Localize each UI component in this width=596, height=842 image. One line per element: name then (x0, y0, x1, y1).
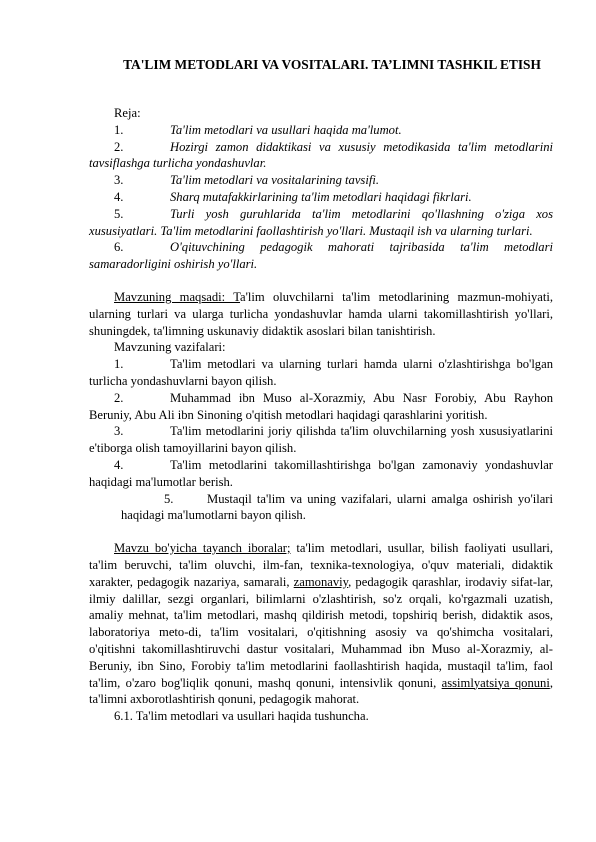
reja-item-1 (89, 122, 553, 139)
tayanch-label: Mavzu bo'yicha tayanch iboralar; (114, 541, 291, 556)
section-heading: 6.1. Ta'lim metodlari va usullari haqida tushuncha. (114, 709, 369, 724)
tayanch-link-assimlyatsiya[interactable]: assimlyatsiya qonuni (441, 675, 550, 690)
vazifa-item-text: Ta'lim metodlari va ularning turlari hamda ularni o'zlashtirishga bo'lgan turlicha yondashuvlarni bayon qilish. (89, 357, 553, 388)
vazifa-item-text: Muhammad ibn Muso al-Xorazmiy, Abu Nasr Forobiy, Abu Rayhon Beruniy, Abu Ali ibn Sinoning o'qitish metodlari haqidagi qarashlarini yoritish. (89, 390, 553, 422)
document-body (89, 105, 553, 725)
document-title: TA'LIM METODLARI VA VOSITALARI. TA’LIMNI TASHKIL ETISH (123, 57, 541, 72)
vazifa-item-number: 5. (164, 491, 174, 506)
maqsad-label: Mavzuning maqsadi: T (114, 289, 241, 304)
vazifa-item-4 (89, 457, 553, 491)
tayanch-paragraph (89, 540, 553, 708)
reja-item-4 (89, 189, 553, 206)
vazifa-item-3 (89, 423, 553, 457)
vazifa-item-2 (89, 390, 553, 424)
reja-label: Reja: (114, 106, 141, 120)
reja-item-number: 1. (114, 122, 124, 137)
spacer (89, 273, 553, 289)
reja-item-2 (89, 139, 553, 173)
reja-item-3 (89, 172, 553, 189)
reja-item-text: Sharq mutafakkirlarining ta'lim metodlari haqidagi fikrlari. (170, 189, 472, 204)
vazifa-item-1 (89, 356, 553, 390)
vazifa-item-number: 1. (114, 357, 124, 372)
reja-item-5 (89, 206, 553, 240)
vazifa-item-number: 2. (114, 390, 124, 405)
maqsad-paragraph (89, 289, 553, 339)
vazifa-item-number: 4. (114, 457, 124, 472)
vazifa-item-text: Mustaqil ta'lim va uning vazifalari, ularni amalga oshirish yo'ilari haqidagi ma'lumotlarni bayon qilish. (121, 491, 553, 523)
maqsad-text: a'lim oluvchilarni ta'lim metodlarining mazmun-mohiyati, ularning turlari va ularga turlicha yondashuvlar hamda ularni takomillashtirish yo'llari, shuningdek, ta'limning uskunaviy didaktik asoslari bilan tanishtirish. (89, 289, 553, 338)
tayanch-text: , pedagogik qarashlar, irodaviy sifat-lar, ilmiy dalillar, sezgi organlari, bilimlarni o'zlashtirish, so'z orqali, ko'rgazmali uzatish, amaliy mehnat, ta'lim metodlari, mashq qildirish metodi, topshiriq berish, didaktik asos, laboratoriya meto-di, ta'lim vositalari, o'qitishning asosiy va qo'shimcha vositalari, o'qitishni takomillashtiruvchi dastur vositalari, Muhammad ibn Muso al-Xorazmiy, al-Beruniy, ibn Sino, Forobiy ta'lim metodlarini faollashtirish haqida, mustaqil ta'lim, faol ta'lim, o'zaro bog'liqlik qonuni, mashq qonuni, intensivlik qonuni, (89, 574, 553, 690)
vazifa-item-5 (89, 491, 553, 525)
vazifa-item-number: 3. (114, 424, 124, 439)
reja-item-text: Hozirgi zamon didaktikasi va xususiy metodikasida ta'lim metodlarini tavsiflashga turlicha yondashuvlar. (89, 139, 553, 171)
reja-item-number: 6. (114, 240, 124, 255)
vazifalar-label: Mavzuning vazifalari: (114, 340, 226, 355)
reja-item-6 (89, 239, 553, 273)
vazifa-item-text: Ta'lim metodlarini takomillashtirishga bo'lgan zamonaviy yondashuvlar haqidagi ma'lumotlar berish. (89, 457, 553, 489)
reja-item-text: O'qituvchining pedagogik mahorati tajribasida ta'lim metodlari samaradorligini oshirish yo'llari. (89, 240, 553, 272)
reja-item-text: Ta'lim metodlari va usullari haqida ma'lumot. (170, 122, 402, 137)
reja-item-number: 2. (114, 139, 124, 154)
reja-item-number: 5. (114, 206, 124, 221)
reja-item-number: 4. (114, 189, 124, 204)
tayanch-link-zamonaviy[interactable]: zamonaviy (293, 574, 349, 589)
reja-item-text: Turli yosh guruhlarida ta'lim metodlarini qo'llashning o'ziga xos xususiyatlari. Ta'lim metodlarini faollashtirish yo'llari. Mustaqil ish va ularning turlari. (89, 206, 553, 238)
vazifa-item-text: Ta'lim metodlarini joriy qilishda ta'lim oluvchilarning yosh xususiyatlarini e'tiborga olish tamoyillarini bayon qilish. (89, 424, 553, 456)
reja-item-number: 3. (114, 173, 124, 188)
tayanch-text: ta'lim metodlari, usullar, bilish faoliyati usullari, ta'lim beruvchi, ta'lim oluvchi, ilm-fan, texnika-texnologiya, o'quv materiali, didaktik xarakter, pedagogik nazariya, samarali, (89, 541, 553, 589)
spacer (89, 524, 553, 540)
tayanch-text: , ta'limni axborotlashtirish qonuni, pedagogik mahorat. (89, 675, 553, 707)
reja-item-text: Ta'lim metodlari va vositalarining tavsifi. (170, 173, 379, 188)
